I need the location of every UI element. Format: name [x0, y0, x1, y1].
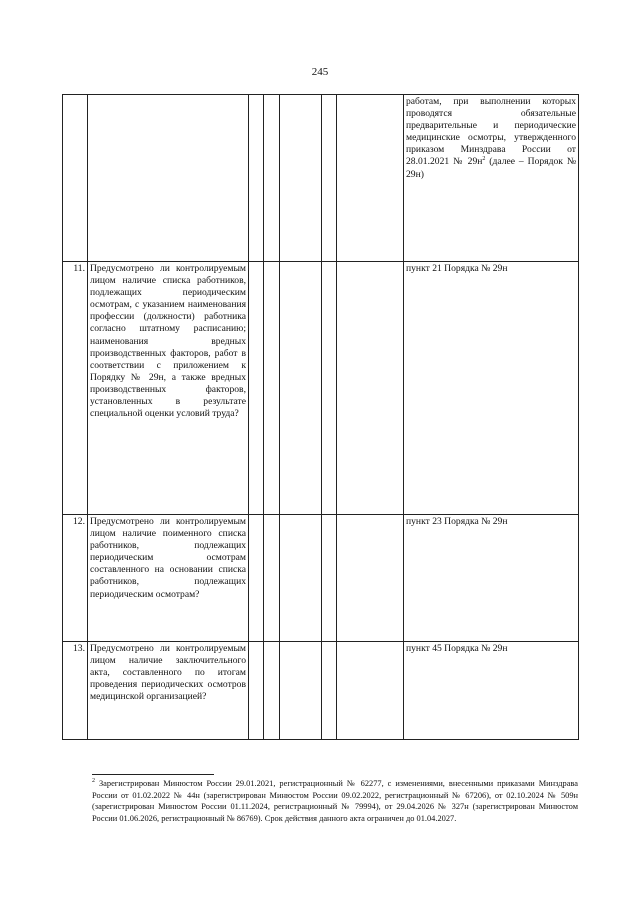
answer-cell	[264, 642, 280, 740]
answer-cell	[280, 262, 322, 515]
answer-cell	[264, 262, 280, 515]
checklist-table	[62, 94, 579, 740]
footnote-text: Зарегистрирован Минюстом России 29.01.2021, регистрационный № 62277, с изменениями, внесенными приказами Минздрава России от 01.02.2022 № 44н (зарегистрирован Минюстом России 09.02.2022, регистрационный № 67206), от 02.10.2024 № 509н (зарегистрирован Минюстом России 01.11.2024, регистрационный № 79994), от 29.04.2026 № 327н (зарегистрирован Минюстом России 01.06.2026, регистрационный № 86769). Срок действия данного акта ограничен до 01.04.2027.	[92, 779, 578, 823]
row-question: Предусмотрено ли контролируемым лицом наличие поименного списка работников, подлежащих периодическим осмотрам составленного на основании списка работников, подлежащих периодическим осмотрам?	[88, 515, 249, 642]
answer-cell	[322, 642, 337, 740]
row-number: 11.	[63, 262, 88, 515]
row-number: 13.	[63, 642, 88, 740]
answer-cell	[280, 515, 322, 642]
row-reference: пункт 23 Порядка № 29н	[404, 515, 579, 642]
answer-cell	[337, 262, 404, 515]
answer-cell	[280, 642, 322, 740]
answer-cell	[322, 95, 337, 262]
footnote	[92, 778, 578, 824]
answer-cell	[322, 262, 337, 515]
page-number: 245	[311, 66, 329, 78]
row-reference: пункт 21 Порядка № 29н	[404, 262, 579, 515]
row-number	[63, 95, 88, 262]
answer-cell	[249, 95, 264, 262]
row-reference	[404, 95, 579, 262]
footnote-mark: 2	[92, 778, 95, 785]
answer-cell	[280, 95, 322, 262]
table-row	[63, 262, 579, 515]
table-row	[63, 515, 579, 642]
answer-cell	[249, 642, 264, 740]
answer-cell	[337, 515, 404, 642]
footnote-divider	[92, 774, 214, 775]
answer-cell	[249, 515, 264, 642]
row-number: 12.	[63, 515, 88, 642]
answer-cell	[337, 95, 404, 262]
row-question: Предусмотрено ли контролируемым лицом наличие списка работников, подлежащих периодическим осмотрам, с указанием наименования профессии (должности) работника согласно штатному расписанию; наименования вредных производственных факторов, работ в соответствии с приложением к Порядку № 29н, а также вредных производственных факторов, установленных в результате специальной оценки условий труда?	[88, 262, 249, 515]
row-question: Предусмотрено ли контролируемым лицом наличие заключительного акта, составленного по итогам проведения периодических осмотров медицинской организацией?	[88, 642, 249, 740]
answer-cell	[264, 515, 280, 642]
row-reference: пункт 45 Порядка № 29н	[404, 642, 579, 740]
row-question	[88, 95, 249, 262]
table-row	[63, 95, 579, 262]
table-row	[63, 642, 579, 740]
row-reference-tail: (далее – Порядок № 29н)	[406, 156, 576, 180]
answer-cell	[264, 95, 280, 262]
answer-cell	[322, 515, 337, 642]
footnote-mark: 2	[482, 156, 486, 163]
answer-cell	[249, 262, 264, 515]
answer-cell	[337, 642, 404, 740]
row-reference-text: работам, при выполнении которых проводятся обязательные предварительные и периодические медицинские осмотры, утвержденного приказом Минздрава России от 28.01.2021 № 29н	[406, 96, 576, 168]
